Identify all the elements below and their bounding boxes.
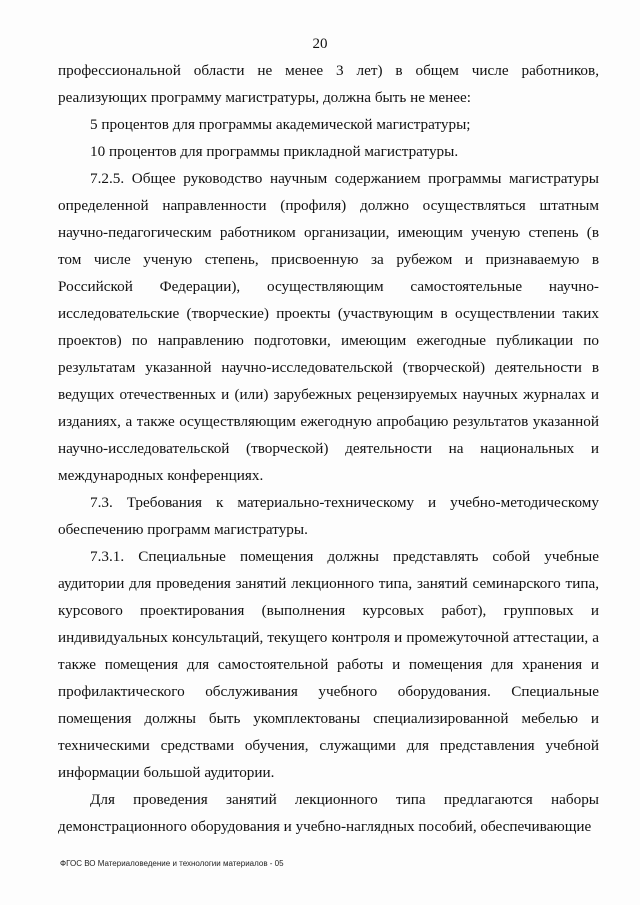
document-body bbox=[58, 57, 599, 840]
paragraph-7-3: 7.3. Требования к материально-техническому и учебно-методическому обеспечению программ магистратуры. bbox=[58, 494, 599, 538]
footer-note: ФГОС ВО Материаловедение и технологии материалов - 05 bbox=[60, 859, 284, 868]
paragraph-7-2-5: 7.2.5. Общее руководство научным содержанием программы магистратуры определенной направленности (профиля) должно осуществляться штатным научно-педагогическим работником организации, имеющим ученую степень (в том числе ученую степень, присвоенную за рубежом и признаваемую в Российской Федерации), осуществляющим самостоятельные научно-исследовательские (творческие) проекты (участвующим в осуществлении таких проектов) по направлению подготовки, имеющим ежегодные публикации по результатам указанной научно-исследовательской (творческой) деятельности в ведущих отечественных и (или) зарубежных рецензируемых научных журналах и изданиях, а также осуществляющим ежегодную апробацию результатов указанной научно-исследовательской (творческой) деятельности на национальных и международных конференциях. bbox=[58, 170, 599, 484]
paragraph-lecture-equipment: Для проведения занятий лекционного типа предлагаются наборы демонстрационного оборудования и учебно-наглядных пособий, обеспечивающие bbox=[58, 791, 599, 835]
paragraph-academic-percent: 5 процентов для программы академической магистратуры; bbox=[90, 116, 471, 133]
paragraph-applied-percent: 10 процентов для программы прикладной магистратуры. bbox=[90, 143, 459, 160]
page-number: 20 bbox=[312, 36, 328, 52]
paragraph-7-3-1: 7.3.1. Специальные помещения должны представлять собой учебные аудитории для проведения занятий лекционного типа, занятий семинарского типа, курсового проектирования (выполнения курсовых работ), групповых и индивидуальных консультаций, текущего контроля и промежуточной аттестации, а также помещения для самостоятельной работы и помещения для хранения и профилактического обслуживания учебного оборудования. Специальные помещения должны быть укомплектованы специализированной мебелью и техническими средствами обучения, служащими для представления учебной информации большой аудитории. bbox=[58, 548, 599, 781]
paragraph-continuation: профессиональной области не менее 3 лет) в общем числе работников, реализующих программу магистратуры, должна быть не менее: bbox=[58, 62, 599, 106]
